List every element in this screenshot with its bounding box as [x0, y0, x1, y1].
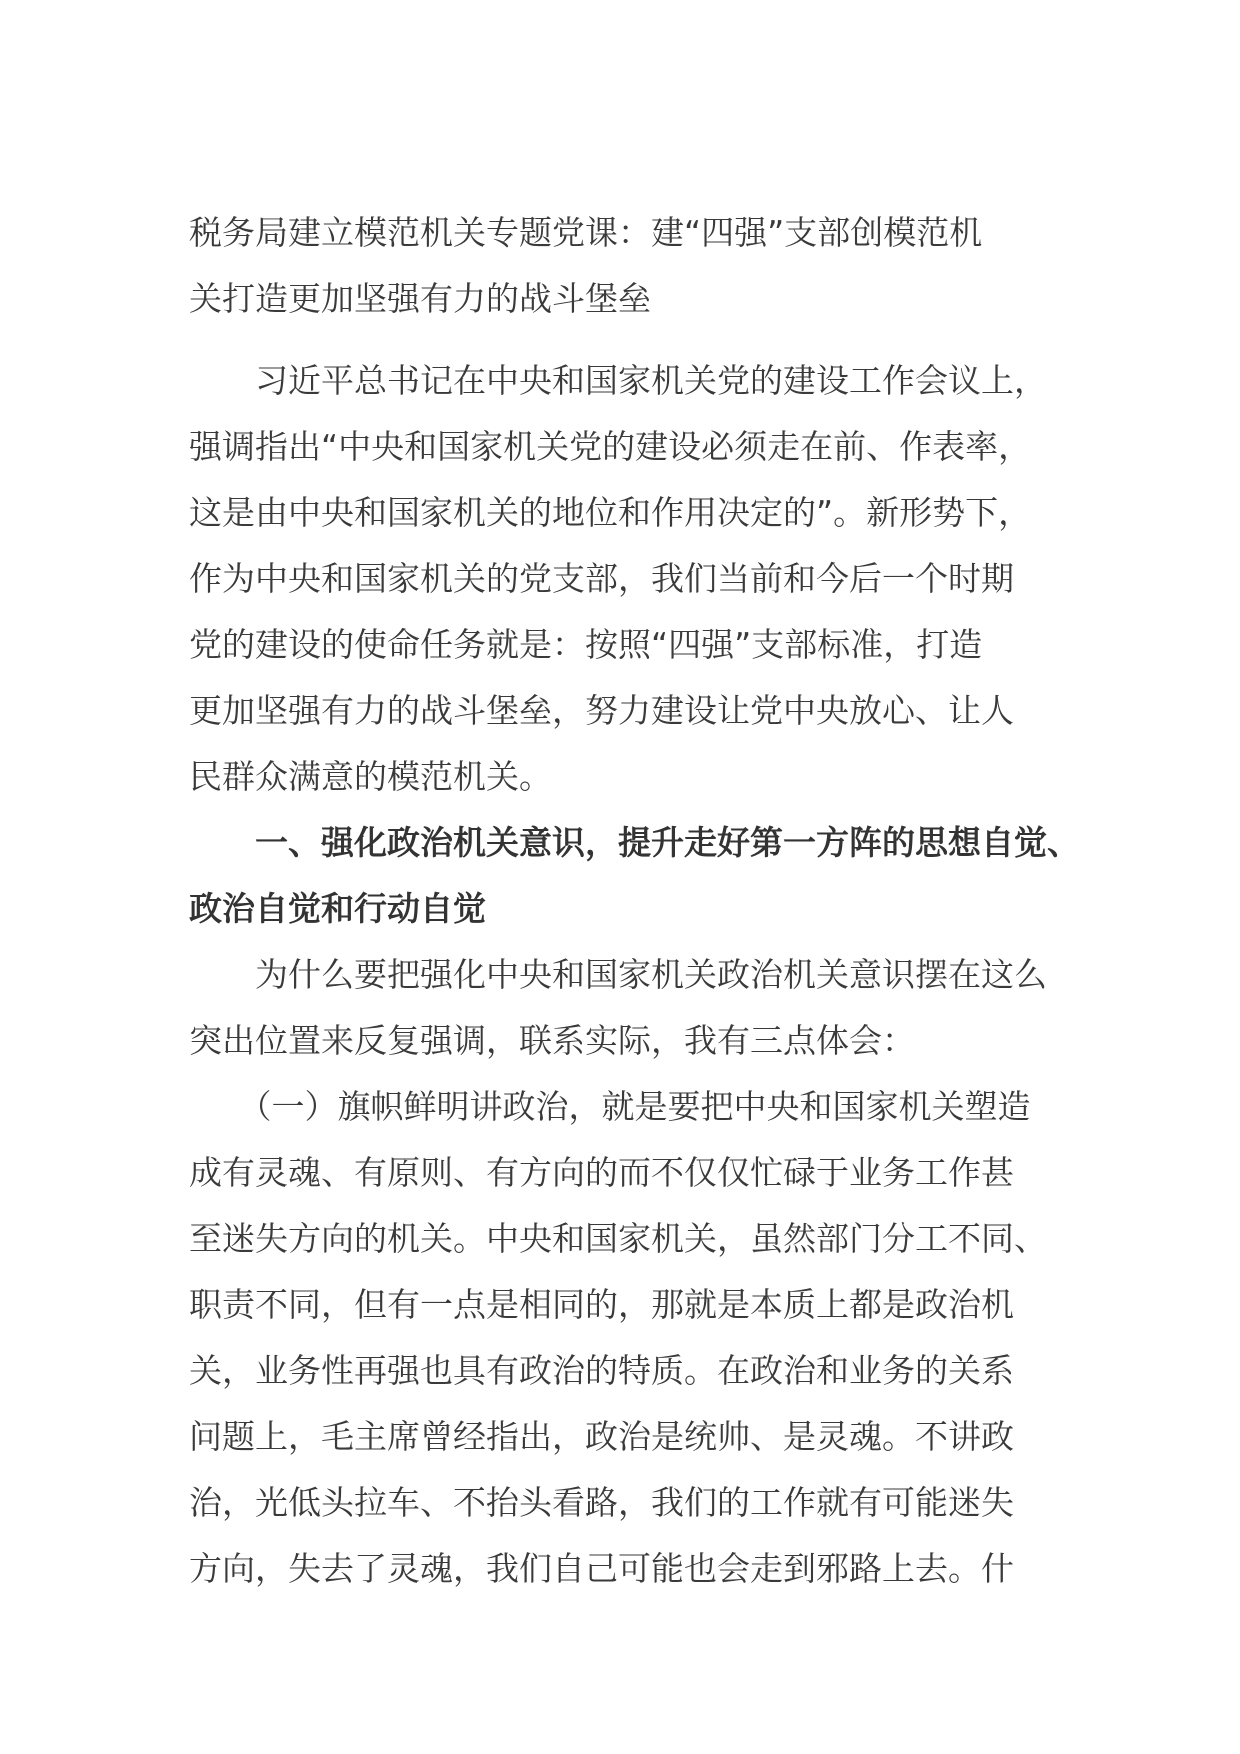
title-line: 关打造更加坚强有力的战斗堡垒: [189, 279, 651, 318]
paragraph-line: （一）旗帜鲜明讲政治，就是要把中央和国家机关塑造: [189, 1087, 1031, 1126]
paragraph-line: 习近平总书记在中央和国家机关党的建设工作会议上，: [189, 361, 1047, 400]
paragraph-line: 民群众满意的模范机关。: [189, 757, 552, 796]
paragraph-line: 至迷失方向的机关。中央和国家机关，虽然部门分工不同、: [189, 1219, 1047, 1258]
title-line: 税务局建立模范机关专题党课：建“四强”支部创模范机: [189, 213, 983, 252]
paragraph-line: 职责不同，但有一点是相同的，那就是本质上都是政治机: [189, 1285, 1014, 1324]
paragraph-line: 党的建设的使命任务就是：按照“四强”支部标准，打造: [189, 625, 983, 664]
section-heading-line: 政治自觉和行动自觉: [189, 889, 486, 928]
paragraph-line: 问题上，毛主席曾经指出，政治是统帅、是灵魂。不讲政: [189, 1417, 1014, 1456]
paragraph-line: 关，业务性再强也具有政治的特质。在政治和业务的关系: [189, 1351, 1014, 1390]
paragraph-line: 作为中央和国家机关的党支部，我们当前和今后一个时期: [189, 559, 1014, 598]
paragraph-line: 成有灵魂、有原则、有方向的而不仅仅忙碌于业务工作甚: [189, 1153, 1014, 1192]
document-title: [189, 200, 1089, 332]
paragraph-line: 方向，失去了灵魂，我们自己可能也会走到邪路上去。什: [189, 1549, 1014, 1588]
paragraph-line: 这是由中央和国家机关的地位和作用决定的”。新形势下，: [189, 493, 1032, 532]
paragraph-line: 突出位置来反复强调，联系实际，我有三点体会：: [189, 1021, 915, 1060]
document-body: [189, 348, 1089, 1602]
paragraph-line: 为什么要把强化中央和国家机关政治机关意识摆在这么: [189, 955, 1047, 994]
paragraph-line: 强调指出“中央和国家机关党的建设必须走在前、作表率，: [189, 427, 1032, 466]
paragraph-line: 治，光低头拉车、不抬头看路，我们的工作就有可能迷失: [189, 1483, 1014, 1522]
paragraph-line: 更加坚强有力的战斗堡垒，努力建设让党中央放心、让人: [189, 691, 1014, 730]
section-heading-line: 一、强化政治机关意识，提升走好第一方阵的思想自觉、: [189, 823, 1080, 862]
